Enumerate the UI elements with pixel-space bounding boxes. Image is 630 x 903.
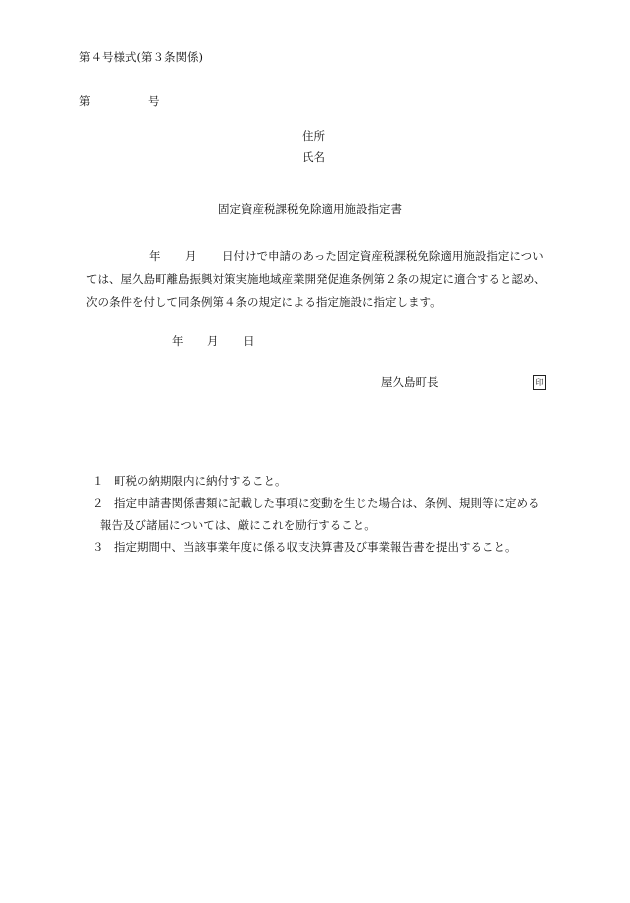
issue-date-day: 日 xyxy=(243,334,255,348)
document-number-prefix: 第 xyxy=(79,94,91,108)
application-date-year: 年 xyxy=(149,249,161,263)
conditions-list xyxy=(92,476,562,564)
issuer-title: 屋久島町長 xyxy=(381,375,439,389)
body-line-2-text: ては、屋久島町離島振興対策実施地域産業開発促進条例第２条の規定に適合すると認め、 xyxy=(86,272,546,286)
body-line-2 xyxy=(86,274,556,297)
body-line-3-text: 次の条件を付して同条例第４条の規定による指定施設に指定します。 xyxy=(86,295,442,309)
condition-number: １ xyxy=(92,474,104,488)
document-number-suffix: 号 xyxy=(148,94,160,108)
body-line-3 xyxy=(86,297,556,320)
document-title: 固定資産税課税免除適用施設指定書 xyxy=(218,202,402,216)
condition-number: ３ xyxy=(92,540,104,554)
condition-text: 指定期間中、当該事業年度に係る収支決算書及び事業報告書を提出すること。 xyxy=(114,540,517,554)
issue-date-month: 月 xyxy=(207,334,219,348)
recipient-address-label: 住所 xyxy=(302,129,325,143)
body-paragraph xyxy=(86,251,556,320)
condition-text-continuation: 報告及び諸届については、厳にこれを励行すること。 xyxy=(100,518,376,532)
condition-text: 町税の納期限内に納付すること。 xyxy=(114,474,287,488)
recipient-name-label: 氏名 xyxy=(302,150,325,164)
issue-date-year: 年 xyxy=(172,334,184,348)
list-item-continuation xyxy=(92,520,562,542)
seal-mark: 印 xyxy=(533,375,546,390)
application-date-day-text: 日付けで申請のあった固定資産税課税免除適用施設指定につい xyxy=(222,249,544,263)
form-number: 第４号様式(第３条関係) xyxy=(79,50,203,64)
list-item xyxy=(92,542,562,564)
condition-text: 指定申請書関係書類に記載した事項に変動を生じた場合は、条例、規則等に定める xyxy=(114,496,540,510)
application-date-month: 月 xyxy=(185,249,197,263)
list-item xyxy=(92,476,562,498)
body-line-1 xyxy=(86,251,556,274)
condition-number: ２ xyxy=(92,496,104,510)
list-item xyxy=(92,498,562,520)
